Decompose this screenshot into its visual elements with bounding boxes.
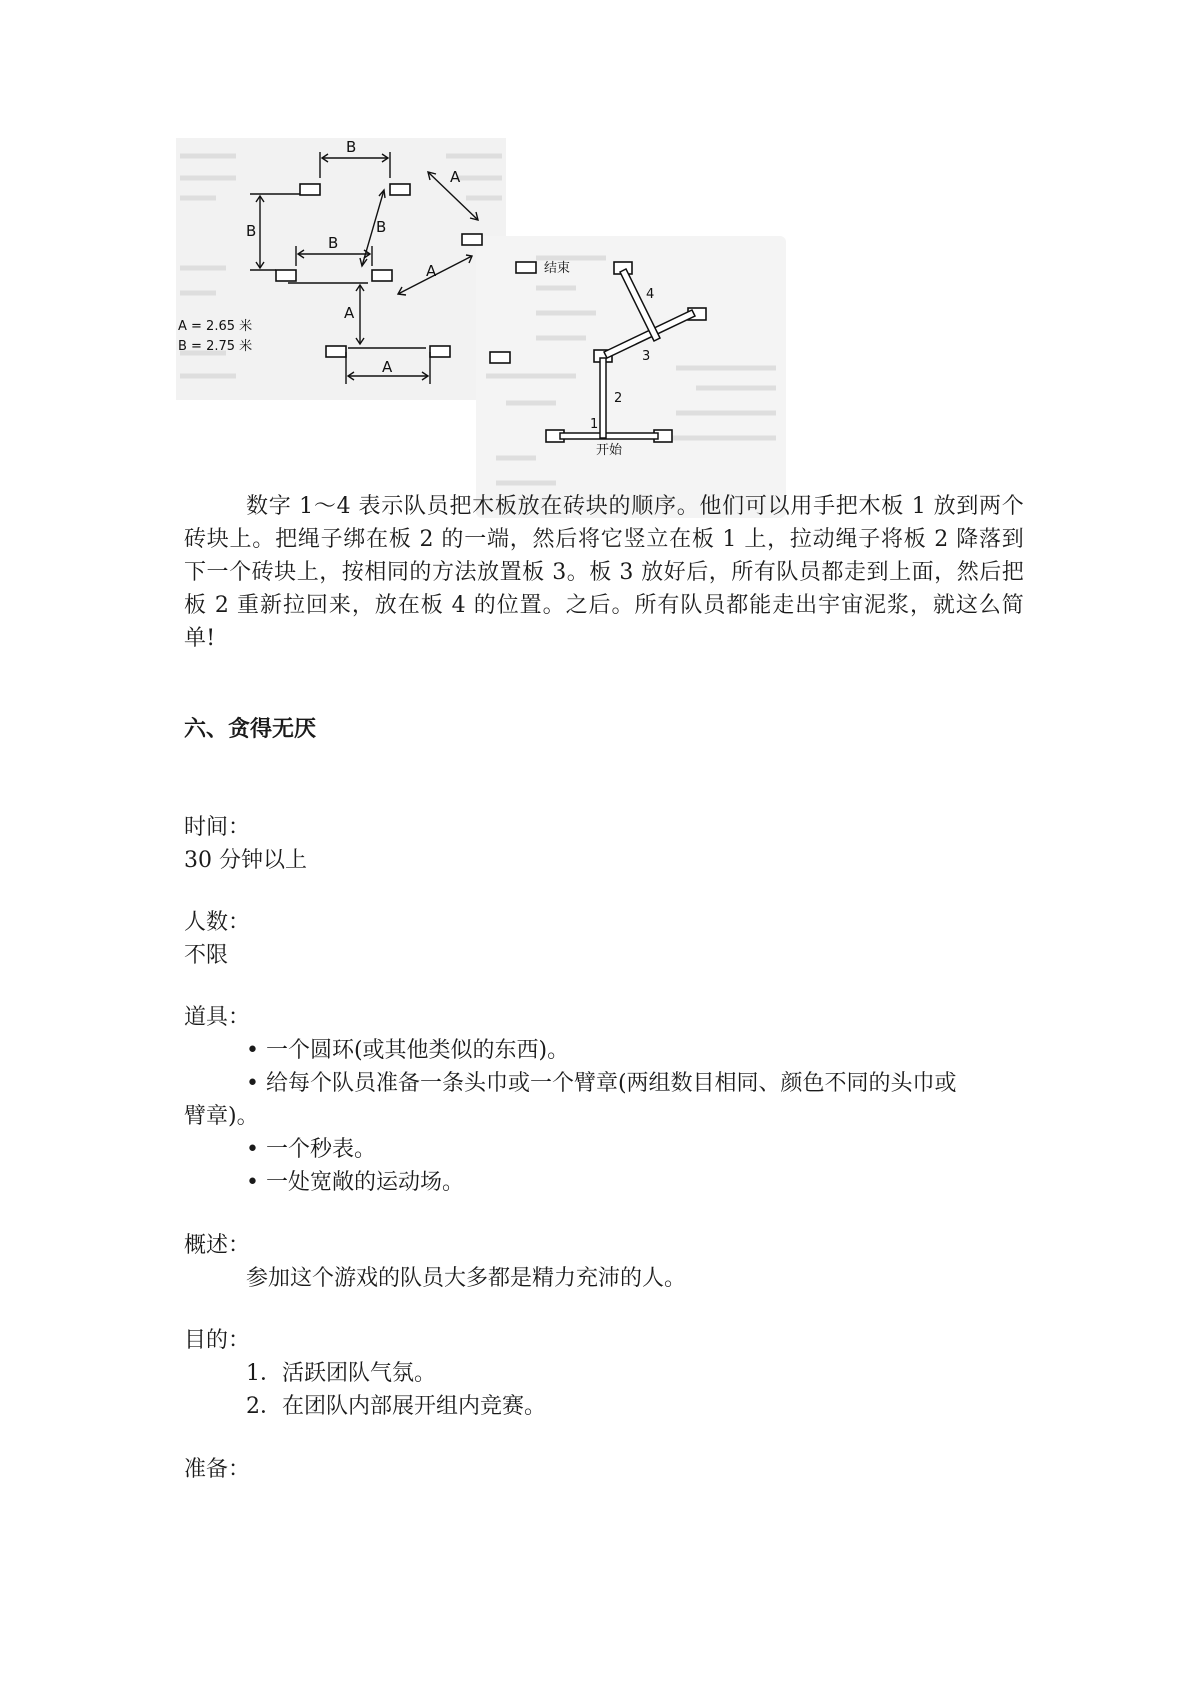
dimension-label-b-left: B [246,222,257,240]
overview-label: 概述： [184,1233,251,1258]
purpose-label: 目的： [184,1328,251,1353]
brick [390,184,410,195]
plank-2 [600,358,606,438]
step-label-1: 1 [590,417,599,432]
brick [326,346,346,357]
purpose-item: 2．在团队内部展开组内竞赛。 [246,1394,546,1419]
start-label: 开始 [596,443,623,458]
time-value: 30 分钟以上 [184,848,307,873]
dimension-label-a-vertical: A [344,304,355,322]
explanation-block [184,490,1024,655]
step-label-2: 2 [614,391,623,406]
props-item: • 一处宽敞的运动场。 [246,1170,464,1195]
people-value: 不限 [184,943,229,968]
dimension-label-b-top: B [346,138,357,156]
brick [276,270,296,281]
props-label: 道具： [184,1005,251,1030]
overview-text: 参加这个游戏的队员大多都是精力充沛的人。 [246,1266,687,1291]
purpose-item: 1．活跃团队气氛。 [246,1361,436,1386]
legend-a: A = 2.65 米 [178,319,253,334]
dimension-label-a-bottom: A [382,358,393,376]
brick [430,346,450,357]
brick [372,270,392,281]
figure-svg [176,138,786,518]
dimension-label-b-middle: B [328,234,339,252]
brick [462,234,482,245]
dimension-label-a-upper: A [450,168,461,186]
step-label-4: 4 [646,287,655,302]
time-label: 时间： [184,815,251,840]
legend-b: B = 2.75 米 [178,339,253,354]
explanation-paragraph: 数字 1～4 表示队员把木板放在砖块的顺序。他们可以用手把木板 1 放到两个砖块上。把绳子绑在板 2 的一端，然后将它竖立在板 1 上，拉动绳子将板 2 降落到下一个砖块上，按相同的方法放置板 3。板 3 放好后，所有队员都走到上面，然后把板 2 重新拉回来，放在板 4 的位置。之后。所有队员都能走出宇宙泥浆，就这么简单! [184,494,1024,651]
brick [490,352,510,363]
dimension-label-a-lower: A [426,262,437,280]
people-label: 人数： [184,910,251,935]
end-label: 结束 [544,261,571,276]
preparation-label: 准备： [184,1457,251,1482]
props-item-continuation: 臂章)。 [184,1104,259,1129]
props-item: • 一个圆环(或其他类似的东西)。 [246,1038,570,1063]
section-title: 六、贪得无厌 [184,716,317,742]
board-placement-figure [176,138,786,518]
step-label-3: 3 [642,349,651,364]
dimension-label-b-diagonal: B [376,218,387,236]
props-item: • 一个秒表。 [246,1137,376,1162]
plank-1 [560,433,658,439]
props-item: • 给每个队员准备一条头巾或一个臂章(两组数目相同、颜色不同的头巾或 [246,1071,957,1096]
brick [300,184,320,195]
brick [516,262,536,273]
